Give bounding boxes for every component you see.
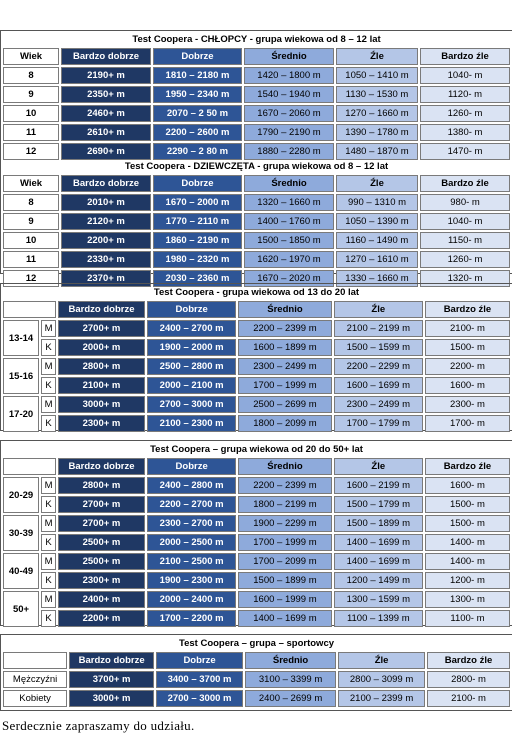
value-cell: 1260- m <box>420 251 510 268</box>
footer-invitation: Serdecznie zapraszamy do udziału. <box>2 718 195 733</box>
sex-cell: K <box>41 534 56 551</box>
value-cell: 1900 – 2000 m <box>147 339 236 356</box>
value-cell: 1980 – 2320 m <box>153 251 242 268</box>
value-cell: 2200+ m <box>58 610 145 627</box>
table-row <box>3 124 510 141</box>
value-cell: 1130 – 1530 m <box>336 86 418 103</box>
value-cell: 2300+ m <box>58 415 145 432</box>
sex-cell: K <box>41 377 56 394</box>
value-cell: 1950 – 2340 m <box>153 86 242 103</box>
table-row <box>3 194 510 211</box>
table-row <box>3 515 510 532</box>
column-header: Źle <box>334 301 423 318</box>
value-cell: 2100 – 2300 m <box>147 415 236 432</box>
value-cell: 1500 – 1899 m <box>238 572 331 589</box>
value-cell: 1400 – 1699 m <box>334 534 423 551</box>
value-cell: 1120- m <box>420 86 510 103</box>
value-cell: 1540 – 1940 m <box>244 86 334 103</box>
boys-title: Test Coopera - CHŁOPCY - grupa wiekowa od 8 – 12 lat <box>132 34 381 45</box>
column-header: Dobrze <box>153 175 242 192</box>
value-cell: 1160 – 1490 m <box>336 232 418 249</box>
value-cell: 1900 – 2299 m <box>238 515 331 532</box>
teens-section <box>0 283 512 431</box>
column-header: Bardzo źle <box>420 175 510 192</box>
column-header: Źle <box>338 652 425 669</box>
value-cell: 1050 – 1390 m <box>336 213 418 230</box>
adults-header-row <box>3 458 510 475</box>
age-cell: 9 <box>3 86 59 103</box>
empty-header-cell <box>3 458 56 475</box>
column-header: Wiek <box>3 48 59 65</box>
value-cell: 1320 – 1660 m <box>244 194 334 211</box>
table-row <box>3 690 510 707</box>
value-cell: 2800+ m <box>58 477 145 494</box>
column-header: Wiek <box>3 175 59 192</box>
value-cell: 1500- m <box>425 339 510 356</box>
column-header: Średnio <box>245 652 336 669</box>
column-header: Bardzo źle <box>425 458 510 475</box>
value-cell: 1700 – 1999 m <box>238 377 331 394</box>
value-cell: 1500- m <box>425 496 510 513</box>
table-row <box>3 320 510 337</box>
value-cell: 1300 – 1599 m <box>334 591 423 608</box>
value-cell: 2100- m <box>427 690 510 707</box>
value-cell: 1500 – 1899 m <box>334 515 423 532</box>
value-cell: 1200 – 1499 m <box>334 572 423 589</box>
table-row <box>3 591 510 608</box>
value-cell: 2000 – 2400 m <box>147 591 236 608</box>
table-row <box>3 396 510 413</box>
table-row <box>3 232 510 249</box>
value-cell: 3400 – 3700 m <box>156 671 243 688</box>
athletes-header-row <box>3 652 510 669</box>
value-cell: 2030 – 2360 m <box>153 270 242 287</box>
age-cell: 8 <box>3 67 59 84</box>
value-cell: 1620 – 1970 m <box>244 251 334 268</box>
girls-title: Test Coopera - DZIEWCZĘTA - grupa wiekowa od 8 – 12 lat <box>124 161 389 172</box>
value-cell: 990 – 1310 m <box>336 194 418 211</box>
value-cell: 1500 – 1850 m <box>244 232 334 249</box>
value-cell: 1390 – 1780 m <box>336 124 418 141</box>
value-cell: 2400 – 2800 m <box>147 477 236 494</box>
sex-cell: M <box>41 358 56 375</box>
sex-cell: K <box>41 610 56 627</box>
value-cell: 980- m <box>420 194 510 211</box>
value-cell: 1880 – 2280 m <box>244 143 334 160</box>
value-cell: 1200- m <box>425 572 510 589</box>
value-cell: 2400+ m <box>58 591 145 608</box>
value-cell: 1330 – 1660 m <box>336 270 418 287</box>
value-cell: 1400 – 1760 m <box>244 213 334 230</box>
value-cell: 1270 – 1610 m <box>336 251 418 268</box>
value-cell: 1040- m <box>420 67 510 84</box>
value-cell: 1400 – 1699 m <box>334 553 423 570</box>
value-cell: 1400- m <box>425 553 510 570</box>
value-cell: 1100- m <box>425 610 510 627</box>
column-header: Dobrze <box>156 652 243 669</box>
value-cell: 2700+ m <box>58 515 145 532</box>
column-header: Bardzo dobrze <box>58 301 145 318</box>
column-header: Bardzo źle <box>427 652 510 669</box>
table-row <box>3 610 510 627</box>
sex-cell: K <box>41 572 56 589</box>
column-header: Źle <box>336 48 418 65</box>
column-header: Dobrze <box>147 458 236 475</box>
value-cell: 2100 – 2500 m <box>147 553 236 570</box>
sex-cell: K <box>41 496 56 513</box>
value-cell: 2350+ m <box>61 86 151 103</box>
value-cell: 1790 – 2190 m <box>244 124 334 141</box>
value-cell: 1670 – 2060 m <box>244 105 334 122</box>
value-cell: 2700 – 3000 m <box>147 396 236 413</box>
value-cell: 1700 – 2099 m <box>238 553 331 570</box>
table-row <box>3 572 510 589</box>
table-row <box>3 534 510 551</box>
value-cell: 1700 – 1999 m <box>238 534 331 551</box>
age-cell: 12 <box>3 270 59 287</box>
table-row <box>3 86 510 103</box>
table-row <box>3 415 510 432</box>
value-cell: 2010+ m <box>61 194 151 211</box>
table-row <box>3 671 510 688</box>
sex-cell: M <box>41 515 56 532</box>
column-header: Bardzo dobrze <box>69 652 154 669</box>
value-cell: 1400- m <box>425 534 510 551</box>
value-cell: 1810 – 2180 m <box>153 67 242 84</box>
value-cell: 2200 – 2399 m <box>238 477 331 494</box>
value-cell: 2500 – 2800 m <box>147 358 236 375</box>
value-cell: 2100- m <box>425 320 510 337</box>
value-cell: 2100 – 2399 m <box>338 690 425 707</box>
value-cell: 2300- m <box>425 396 510 413</box>
value-cell: 1050 – 1410 m <box>336 67 418 84</box>
table-row <box>3 213 510 230</box>
age-cell: 12 <box>3 143 59 160</box>
value-cell: 1700 – 1799 m <box>334 415 423 432</box>
value-cell: 2000 – 2100 m <box>147 377 236 394</box>
sex-cell: M <box>41 591 56 608</box>
value-cell: 2200 – 2399 m <box>238 320 331 337</box>
age-cell: 11 <box>3 251 59 268</box>
column-header: Średnio <box>238 301 331 318</box>
column-header: Dobrze <box>147 301 236 318</box>
value-cell: 2100 – 2199 m <box>334 320 423 337</box>
value-cell: 2700+ m <box>58 496 145 513</box>
value-cell: 1040- m <box>420 213 510 230</box>
value-cell: 2070 – 2 50 m <box>153 105 242 122</box>
column-header: Średnio <box>238 458 331 475</box>
column-header: Średnio <box>244 48 334 65</box>
age-cell: 10 <box>3 232 59 249</box>
value-cell: 3700+ m <box>69 671 154 688</box>
value-cell: 3000+ m <box>69 690 154 707</box>
value-cell: 1400 – 1699 m <box>238 610 331 627</box>
table-row <box>3 477 510 494</box>
sex-cell: Mężczyźni <box>3 671 67 688</box>
column-header: Średnio <box>244 175 334 192</box>
value-cell: 2300 – 2499 m <box>334 396 423 413</box>
adults-table <box>1 441 512 629</box>
value-cell: 1670 – 2020 m <box>244 270 334 287</box>
value-cell: 2190+ m <box>61 67 151 84</box>
value-cell: 1500- m <box>425 515 510 532</box>
table-row <box>3 251 510 268</box>
teens-title: Test Coopera - grupa wiekowa od 13 do 20 lat <box>153 287 360 298</box>
value-cell: 1600- m <box>425 477 510 494</box>
value-cell: 2800+ m <box>58 358 145 375</box>
value-cell: 2400 – 2699 m <box>245 690 336 707</box>
column-header: Bardzo dobrze <box>58 458 145 475</box>
value-cell: 2330+ m <box>61 251 151 268</box>
value-cell: 2000 – 2500 m <box>147 534 236 551</box>
age-group-cell: 30-39 <box>3 515 39 551</box>
age-group-cell: 20-29 <box>3 477 39 513</box>
value-cell: 1600 – 1699 m <box>334 377 423 394</box>
value-cell: 1270 – 1660 m <box>336 105 418 122</box>
value-cell: 2300+ m <box>58 572 145 589</box>
boys-header-row <box>3 48 510 65</box>
sex-cell: M <box>41 320 56 337</box>
column-header: Bardzo źle <box>425 301 510 318</box>
value-cell: 2200+ m <box>61 232 151 249</box>
value-cell: 2200- m <box>425 358 510 375</box>
column-header: Bardzo dobrze <box>61 48 151 65</box>
teens-header-row <box>3 301 510 318</box>
value-cell: 2460+ m <box>61 105 151 122</box>
table-row <box>3 339 510 356</box>
column-header: Źle <box>336 175 418 192</box>
empty-header-cell <box>3 652 67 669</box>
value-cell: 2200 – 2299 m <box>334 358 423 375</box>
value-cell: 2200 – 2700 m <box>147 496 236 513</box>
value-cell: 2200 – 2600 m <box>153 124 242 141</box>
value-cell: 2000+ m <box>58 339 145 356</box>
value-cell: 2800- m <box>427 671 510 688</box>
value-cell: 1700- m <box>425 415 510 432</box>
table-row <box>3 105 510 122</box>
empty-header-cell <box>3 301 56 318</box>
value-cell: 2700+ m <box>58 320 145 337</box>
value-cell: 1500 – 1599 m <box>334 339 423 356</box>
value-cell: 1260- m <box>420 105 510 122</box>
value-cell: 2400 – 2700 m <box>147 320 236 337</box>
kids-tables <box>0 30 512 284</box>
age-cell: 9 <box>3 213 59 230</box>
value-cell: 1800 – 2099 m <box>238 415 331 432</box>
age-group-cell: 17-20 <box>3 396 39 432</box>
table-row <box>3 496 510 513</box>
teens-table <box>1 284 512 434</box>
athletes-title: Test Coopera – grupa – sportowcy <box>178 638 335 649</box>
sex-cell: M <box>41 477 56 494</box>
age-cell: 8 <box>3 194 59 211</box>
sex-cell: K <box>41 415 56 432</box>
table-row <box>3 358 510 375</box>
column-header: Dobrze <box>153 48 242 65</box>
age-group-cell: 40-49 <box>3 553 39 589</box>
girls-header-row <box>3 175 510 192</box>
value-cell: 1300- m <box>425 591 510 608</box>
sex-cell: K <box>41 339 56 356</box>
age-group-cell: 15-16 <box>3 358 39 394</box>
athletes-table <box>1 635 512 709</box>
value-cell: 1670 – 2000 m <box>153 194 242 211</box>
value-cell: 1420 – 1800 m <box>244 67 334 84</box>
value-cell: 2300 – 2499 m <box>238 358 331 375</box>
value-cell: 1800 – 2199 m <box>238 496 331 513</box>
value-cell: 1600 – 1899 m <box>238 339 331 356</box>
column-header: Źle <box>334 458 423 475</box>
value-cell: 2500 – 2699 m <box>238 396 331 413</box>
value-cell: 2800 – 3099 m <box>338 671 425 688</box>
value-cell: 1600- m <box>425 377 510 394</box>
value-cell: 1770 – 2110 m <box>153 213 242 230</box>
sex-cell: Kobiety <box>3 690 67 707</box>
value-cell: 2300 – 2700 m <box>147 515 236 532</box>
value-cell: 2120+ m <box>61 213 151 230</box>
column-header: Bardzo dobrze <box>61 175 151 192</box>
value-cell: 1150- m <box>420 232 510 249</box>
table-row <box>3 67 510 84</box>
value-cell: 1320- m <box>420 270 510 287</box>
value-cell: 2370+ m <box>61 270 151 287</box>
value-cell: 1380- m <box>420 124 510 141</box>
value-cell: 1100 – 1399 m <box>334 610 423 627</box>
value-cell: 1900 – 2300 m <box>147 572 236 589</box>
athletes-section <box>0 634 512 711</box>
age-cell: 10 <box>3 105 59 122</box>
age-cell: 11 <box>3 124 59 141</box>
value-cell: 2500+ m <box>58 553 145 570</box>
value-cell: 2610+ m <box>61 124 151 141</box>
value-cell: 1600 – 2199 m <box>334 477 423 494</box>
value-cell: 2700 – 3000 m <box>156 690 243 707</box>
sex-cell: M <box>41 553 56 570</box>
adults-section <box>0 440 512 626</box>
boys-table <box>1 31 512 162</box>
value-cell: 2290 – 2 80 m <box>153 143 242 160</box>
value-cell: 3000+ m <box>58 396 145 413</box>
adults-title: Test Coopera – grupa wiekowa od 20 do 50+ lat <box>150 444 363 455</box>
value-cell: 1480 – 1870 m <box>336 143 418 160</box>
value-cell: 1860 – 2190 m <box>153 232 242 249</box>
age-group-cell: 50+ <box>3 591 39 627</box>
value-cell: 1470- m <box>420 143 510 160</box>
value-cell: 1500 – 1799 m <box>334 496 423 513</box>
age-group-cell: 13-14 <box>3 320 39 356</box>
girls-table <box>1 158 512 289</box>
table-row <box>3 553 510 570</box>
value-cell: 2500+ m <box>58 534 145 551</box>
value-cell: 1600 – 1999 m <box>238 591 331 608</box>
value-cell: 2100+ m <box>58 377 145 394</box>
sex-cell: M <box>41 396 56 413</box>
table-row <box>3 377 510 394</box>
value-cell: 3100 – 3399 m <box>245 671 336 688</box>
column-header: Bardzo źle <box>420 48 510 65</box>
value-cell: 2690+ m <box>61 143 151 160</box>
value-cell: 1700 – 2200 m <box>147 610 236 627</box>
